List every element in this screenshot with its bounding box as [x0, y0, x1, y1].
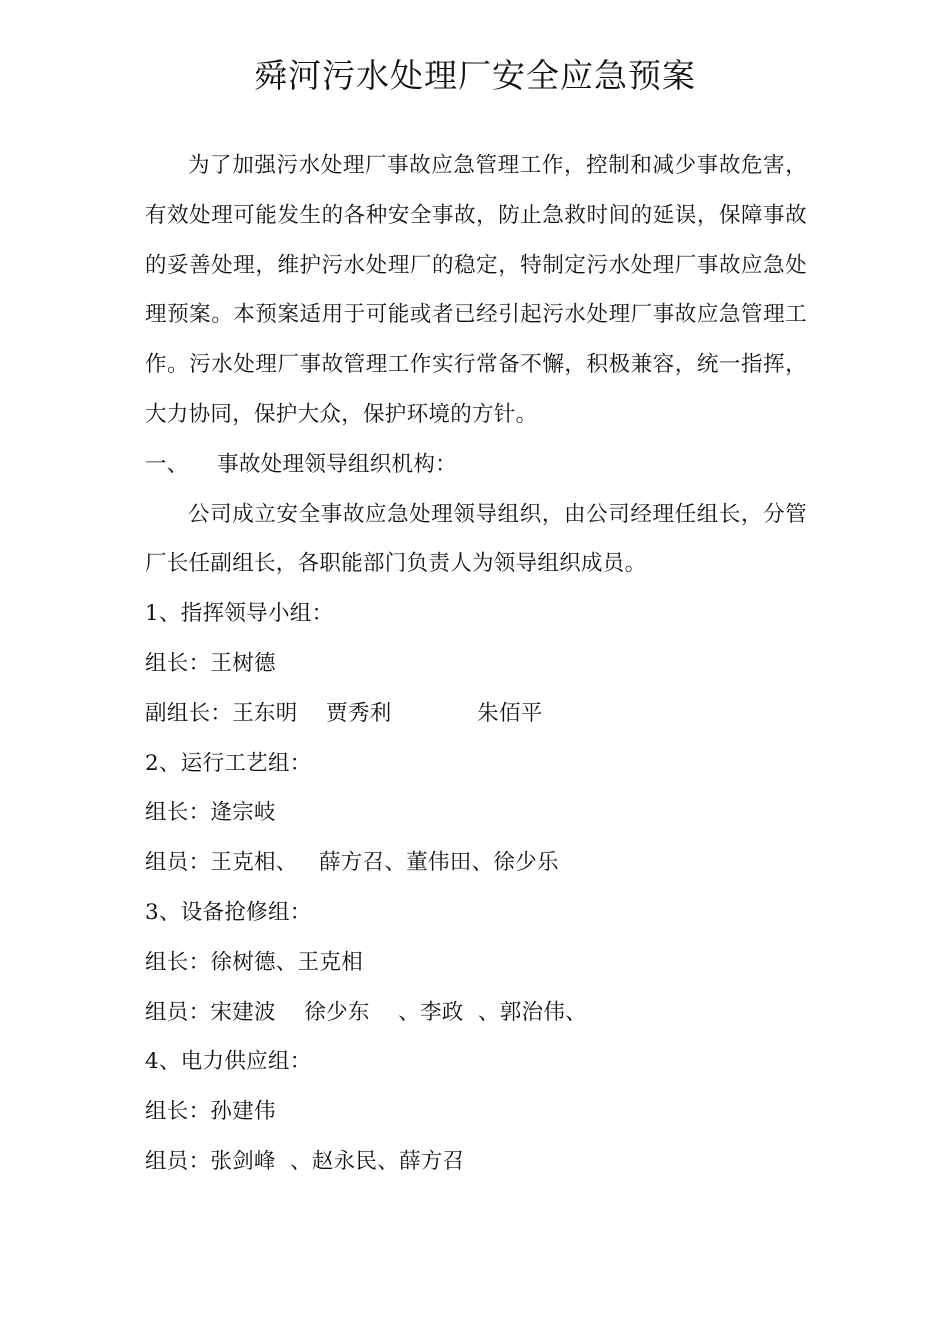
group-leader-line: 组长：逄宗岐 — [145, 800, 276, 826]
group-leader-line: 组长：徐树德、王克相 — [145, 949, 364, 975]
section-heading: 一、 事故处理领导组织机构： — [145, 451, 457, 477]
group-leader-line: 组长：王树德 — [145, 650, 276, 676]
document-title: 舜河污水处理厂安全应急预案 — [254, 56, 696, 95]
group-heading: 2、运行工艺组： — [145, 750, 312, 776]
group-heading: 3、设备抢修组： — [145, 899, 312, 925]
section-paragraph: 公司成立安全事故应急处理领导组织，由公司经理任组长，分管厂长任副组长，各职能部门负责人为领导组织成员。 — [145, 501, 807, 577]
group-members-line: 组员：张剑峰 、赵永民、薛方召 — [145, 1148, 465, 1174]
document-body — [145, 141, 807, 1187]
intro-paragraph: 为了加强污水处理厂事故应急管理工作，控制和减少事故危害，有效处理可能发生的各种安全事故，防止急救时间的延误，保障事故的妥善处理，维护污水处理厂的稳定，特制定污水处理厂事故应急处理预案。本预案适用于可能或者已经引起污水处理厂事故应急管理工作。污水处理厂事故管理工作实行常备不懈，积极兼容，统一指挥，大力协同，保护大众，保护环境的方针。 — [145, 153, 807, 427]
group-members-line: 组员：王克相、 薛方召、董伟田、徐少乐 — [145, 850, 559, 876]
group-members-line: 组员：宋建波 徐少东 、李政 、郭治伟、 — [145, 999, 587, 1025]
group-heading: 4、电力供应组： — [145, 1049, 312, 1075]
group-leader-line: 组长：孙建伟 — [145, 1099, 276, 1125]
group-deputy-line: 副组长：王东明 贾秀利 朱佰平 — [145, 700, 543, 726]
group-heading: 1、指挥领导小组： — [145, 601, 334, 627]
